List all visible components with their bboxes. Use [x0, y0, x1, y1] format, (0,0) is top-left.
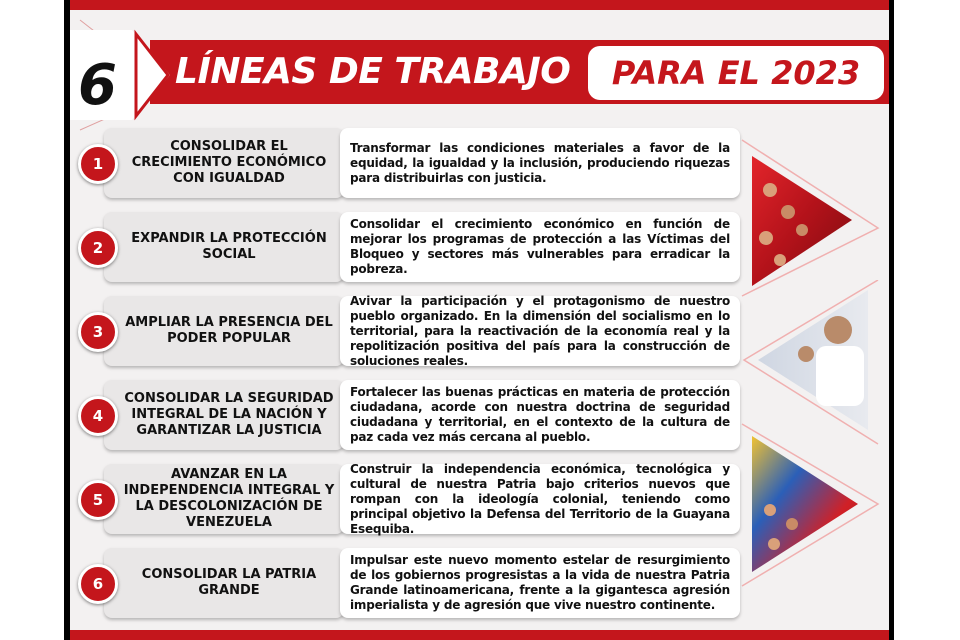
list-item: [78, 461, 738, 536]
line-title-box: [104, 548, 344, 618]
line-text-box: [340, 461, 740, 536]
list-item: [78, 212, 738, 284]
line-text: Fortalecer las buenas prácticas en materia de protección ciudadana, acorde con nuestra doctrina de seguridad ciudadana y territorial, en el contexto de la cultura de paz cada vez más cercana al pueblo.: [350, 385, 730, 444]
line-title-box: [104, 212, 344, 282]
line-title: CONSOLIDAR LA SEGURIDAD INTEGRAL DE LA NACIÓN Y GARANTIZAR LA JUSTICIA: [124, 391, 334, 438]
list-item: [78, 380, 738, 452]
line-number-badge: 5: [78, 480, 118, 520]
infographic: [70, 0, 889, 640]
line-title-box: [104, 380, 344, 450]
list-item: [78, 548, 738, 620]
line-number-badge: 2: [78, 228, 118, 268]
line-text: Transformar las condiciones materiales a favor de la equidad, la igualdad y la inclusión, produciendo riquezas para distribuirlas con justicia.: [350, 140, 730, 185]
line-text: Consolidar el crecimiento económico en función de mejorar los programas de protección a las Víctimas del Bloqueo y sectores más vulnerables para erradicar la pobreza.: [350, 217, 730, 276]
top-red-bar: [70, 0, 889, 10]
line-title: CONSOLIDAR LA PATRIA GRANDE: [141, 567, 317, 598]
line-title: CONSOLIDAR EL CRECIMIENTO ECONÓMICO CON IGUALDAD: [131, 139, 327, 186]
line-number-badge: 6: [78, 564, 118, 604]
crowd-flags-photo: [740, 420, 889, 590]
line-title-box: [104, 296, 344, 366]
line-text-box: [340, 293, 740, 368]
line-number-badge: 4: [78, 396, 118, 436]
line-title-box: [104, 128, 344, 198]
number-badge: [70, 20, 170, 130]
line-title: AMPLIAR LA PRESENCIA DEL PODER POPULAR: [125, 315, 333, 346]
list-item: [78, 128, 738, 200]
year-pill: [588, 46, 884, 100]
line-text: Construir la independencia económica, tecnológica y cultural de nuestra Patria bajo criterios nuevos que rompan con la ideología colonial, teniendo como principal objetivo la Defensa del Territorio de la Guayana Esequiba.: [350, 461, 730, 536]
header-number: 6: [78, 53, 117, 118]
line-text-box: [340, 380, 740, 450]
crowd-red-photo: [740, 120, 889, 300]
line-text-box: [340, 548, 740, 618]
line-number-badge: 1: [78, 144, 118, 184]
page-subtitle: PARA EL 2023: [611, 54, 861, 92]
line-title: AVANZAR EN LA INDEPENDENCIA INTEGRAL Y LA DESCOLONIZACIÓN DE VENEZUELA: [123, 467, 335, 530]
line-text: Avivar la participación y el protagonismo de nuestro pueblo organizado. En la dimensión del socialismo en lo territorial, para la reactivación de la economía real y la repolitización positiva del país para la construcción de soluciones reales.: [350, 293, 730, 368]
line-text-box: [340, 212, 740, 282]
line-text-box: [340, 128, 740, 198]
page-title: LÍNEAS DE TRABAJO: [175, 51, 571, 92]
line-title-box: [104, 464, 344, 534]
list-item: [78, 293, 738, 368]
bottom-red-bar: [70, 630, 889, 640]
line-number-badge: 3: [78, 312, 118, 352]
line-text: Impulsar este nuevo momento estelar de resurgimiento de los gobiernos progresistas a la vida de nuestra Patria Grande latinoamericana, frente a la gigantesca agresión imperialista y de agresión que vive nuestro continente.: [350, 553, 730, 612]
line-title: EXPANDIR LA PROTECCIÓN SOCIAL: [131, 231, 327, 262]
